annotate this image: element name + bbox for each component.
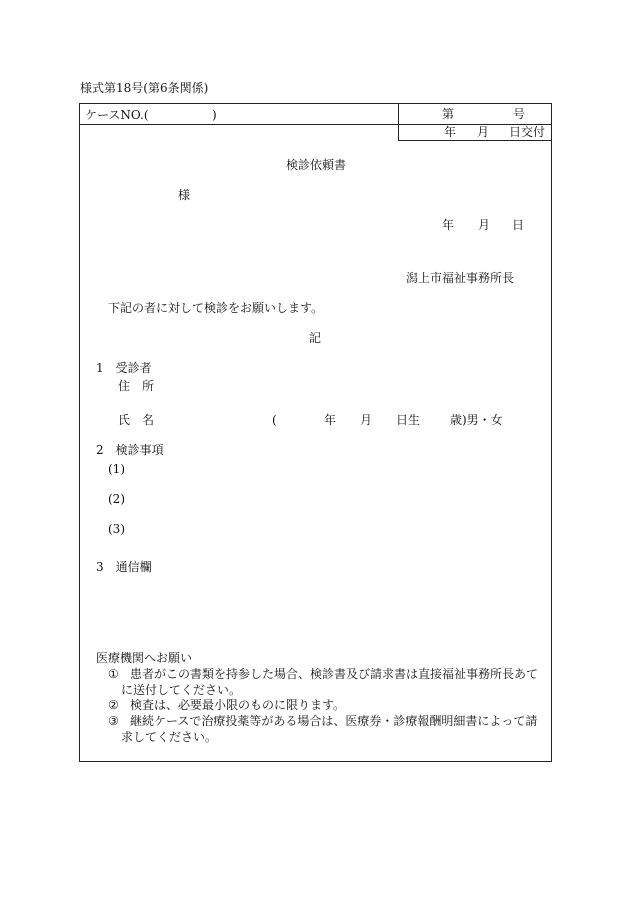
issue-month: 月 xyxy=(477,125,490,139)
note-text-2: 検査は、必要最小限のものに限ります。 xyxy=(130,698,346,712)
document-title: 検診依頼書 xyxy=(286,158,347,172)
note-mark-3: ③ xyxy=(108,714,119,728)
note-mark-1: ① xyxy=(108,667,119,681)
section1-heading: 1 受診者 xyxy=(96,361,152,375)
header-vertical-divider xyxy=(398,103,399,140)
sender: 潟上市福祉事務所長 xyxy=(406,271,515,285)
section3-heading: 3 通信欄 xyxy=(96,560,152,574)
issue-day: 日交付 xyxy=(509,125,546,139)
number-dai: 第 xyxy=(442,107,455,121)
section2-heading: 2 検診事項 xyxy=(96,443,164,457)
note-text-3: 継続ケースで治療投薬等がある場合は、医療券・診療報酬明細書によって請求してください。 xyxy=(121,714,538,744)
number-go: 号 xyxy=(513,107,526,121)
date-month: 月 xyxy=(478,218,491,232)
case-no-label: ケースNO.( xyxy=(85,108,149,122)
date-year: 年 xyxy=(442,218,455,232)
date-day: 日 xyxy=(512,218,525,232)
form-label: 様式第18号(第6条関係) xyxy=(80,81,209,95)
age-sex: 歳)男・女 xyxy=(450,413,503,427)
addressee-suffix: 様 xyxy=(178,188,191,202)
issue-year: 年 xyxy=(444,125,457,139)
birth-year: 年 xyxy=(324,413,337,427)
exam-item-3: (3) xyxy=(108,522,125,536)
header-right-divider xyxy=(398,140,552,141)
address-label: 住 所 xyxy=(118,379,155,393)
name-label: 氏 名 xyxy=(118,413,155,427)
birth-paren: ( xyxy=(272,413,277,427)
case-no-close: ) xyxy=(212,108,217,122)
note-text-1: 患者がこの書類を持参した場合、検診書及び請求書は直接福祉事務所長あてに送付してください。 xyxy=(121,667,539,697)
request-text: 下記の者に対して検診をお願いします。 xyxy=(108,301,324,315)
exam-item-1: (1) xyxy=(108,462,125,476)
birth-month: 月 xyxy=(360,413,373,427)
birth-day: 日生 xyxy=(396,413,421,427)
exam-item-2: (2) xyxy=(108,492,125,506)
ki-label: 記 xyxy=(309,331,322,345)
note-mark-2: ② xyxy=(108,698,119,712)
notes-heading: 医療機関へお願い xyxy=(96,651,193,665)
